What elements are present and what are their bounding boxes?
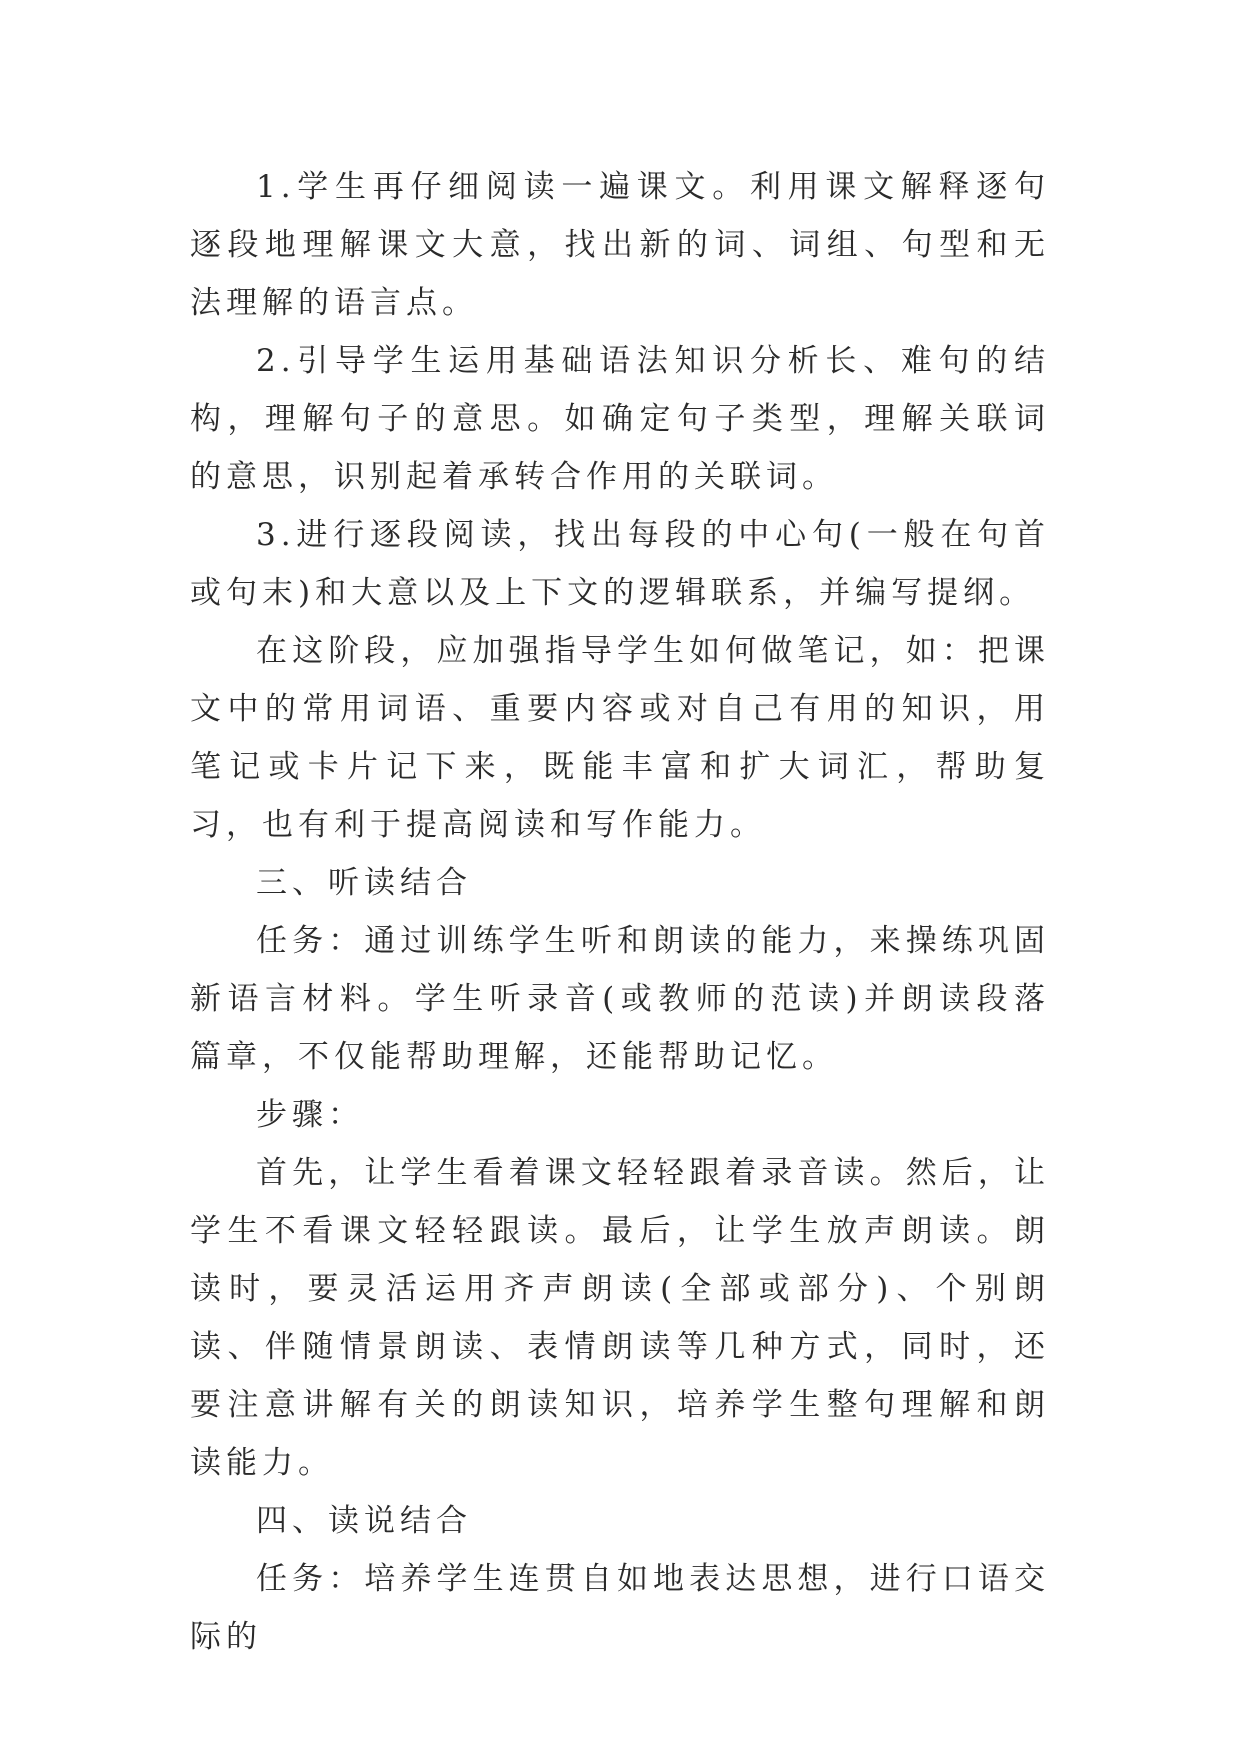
paragraph-steps-label: 步骤： (256, 1097, 364, 1133)
paragraph-step-3: 3.进行逐段阅读，找出每段的中心句(一般在句首或句末)和大意以及上下文的逻辑联系，并编写提纲。 (190, 517, 1050, 611)
section-heading-read-speak: 四、读说结合 (256, 1503, 472, 1539)
paragraph-listen-read-task: 任务：通过训练学生听和朗读的能力，来操练巩固新语言材料。学生听录音(或教师的范读)并朗读段落篇章，不仅能帮助理解，还能帮助记忆。 (190, 923, 1050, 1075)
paragraph-listen-read-steps: 首先，让学生看着课文轻轻跟着录音读。然后，让学生不看课文轻轻跟读。最后，让学生放声朗读。朗读时，要灵活运用齐声朗读(全部或部分)、个别朗读、伴随情景朗读、表情朗读等几种方式，同时，还要注意讲解有关的朗读知识，培养学生整句理解和朗读能力。 (190, 1155, 1050, 1481)
paragraph-step-1: 1.学生再仔细阅读一遍课文。利用课文解释逐句逐段地理解课文大意，找出新的词、词组、句型和无法理解的语言点。 (190, 169, 1050, 321)
paragraph-step-2: 2.引导学生运用基础语法知识分析长、难句的结构，理解句子的意思。如确定句子类型，理解关联词的意思，识别起着承转合作用的关联词。 (190, 343, 1050, 495)
section-heading-listen-read: 三、听读结合 (256, 865, 472, 901)
document-body (190, 158, 1050, 1666)
paragraph-read-speak-task: 任务：培养学生连贯自如地表达思想，进行口语交际的 (190, 1561, 1050, 1655)
paragraph-note-taking: 在这阶段，应加强指导学生如何做笔记，如：把课文中的常用词语、重要内容或对自己有用的知识，用笔记或卡片记下来，既能丰富和扩大词汇，帮助复习，也有利于提高阅读和写作能力。 (190, 633, 1050, 843)
